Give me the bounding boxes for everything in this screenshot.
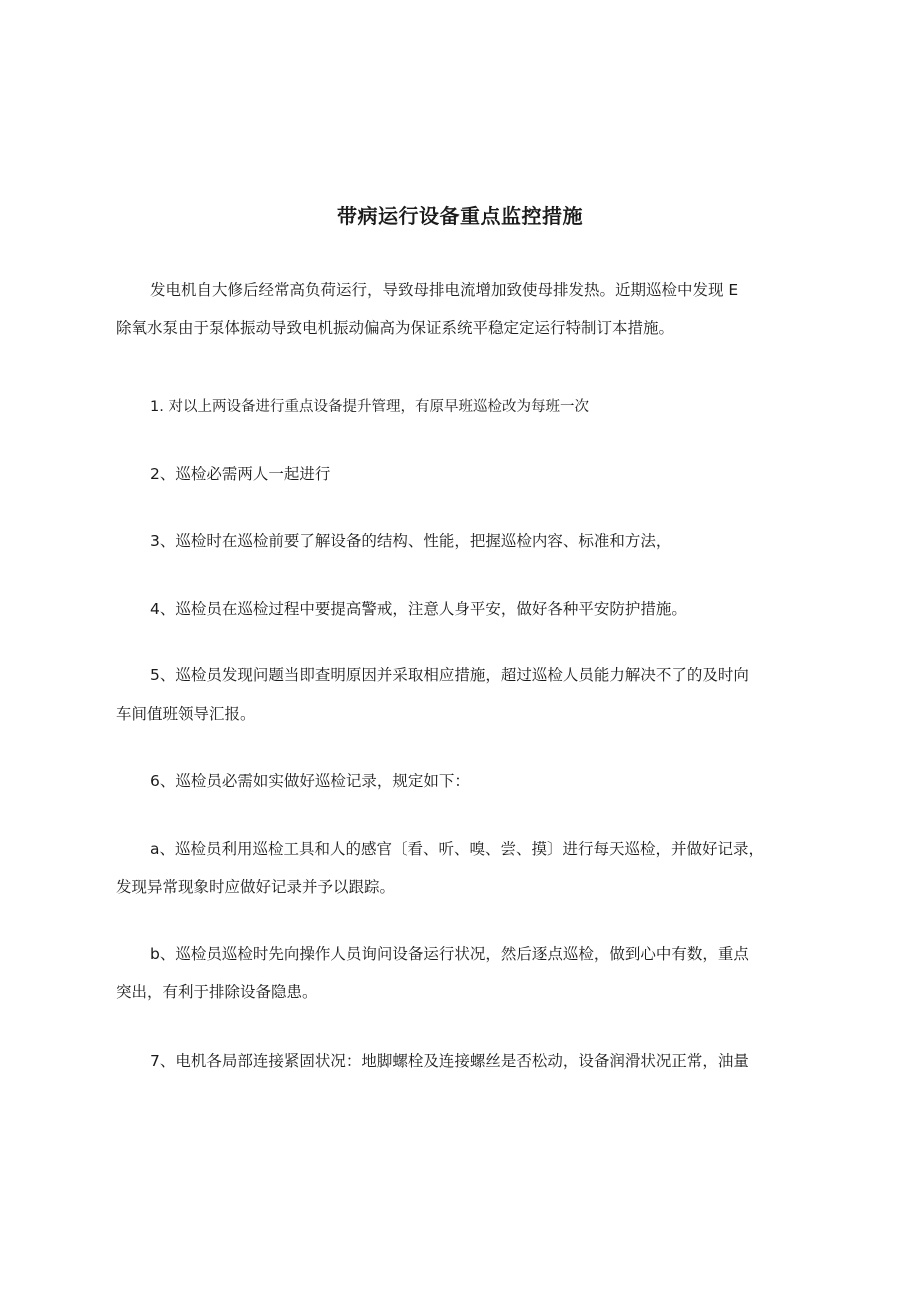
list-item-6: 6、巡检员必需如实做好巡检记录，规定如下： [150,772,470,790]
intro-line-2: 除氧水泵由于泵体振动导致电机振动偏高为保证系统平稳定定运行特制订本措施。 [116,319,675,337]
list-item-5-line-2: 车间值班领导汇报。 [116,705,256,723]
sub-item-a-line-2: 发现异常现象时应做好记录并予以跟踪。 [116,878,396,896]
list-item-7: 7、电机各局部连接紧固状况：地脚螺栓及连接螺丝是否松动，设备润滑状况正常，油量 [150,1052,749,1070]
list-item-1: 1. 对以上两设备进行重点设备提升管理，有原早班巡检改为每班一次 [150,399,589,415]
list-item-5-line-1: 5、巡检员发现问题当即查明原因并采取相应措施，超过巡检人员能力解决不了的及时向 [150,666,749,684]
list-item-4: 4、巡检员在巡检过程中要提高警戒，注意人身平安，做好各种平安防护措施。 [150,600,687,618]
document-title: 带病运行设备重点监控措施 [337,204,583,228]
list-item-3: 3、巡检时在巡检前要了解设备的结构、性能，把握巡检内容、标准和方法， [150,532,672,550]
sub-item-a-line-1: a、巡检员利用巡检工具和人的感官〔看、听、嗅、尝、摸〕进行每天巡检，并做好记录， [150,840,765,858]
sub-item-b-line-2: 突出，有利于排除设备隐患。 [116,983,318,1001]
list-item-2: 2、巡检必需两人一起进行 [150,465,331,483]
sub-item-b-line-1: b、巡检员巡检时先向操作人员询问设备运行状况，然后逐点巡检，做到心中有数，重点 [150,945,749,963]
intro-line-1: 发电机自大修后经常高负荷运行，导致母排电流增加致使母排发热。近期巡检中发现 E [150,281,739,299]
